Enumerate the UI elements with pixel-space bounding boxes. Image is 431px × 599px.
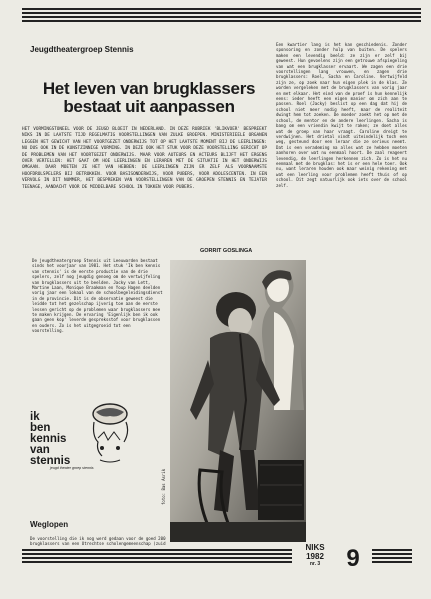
- photo-credit: foto: Bas Asrik: [161, 468, 166, 505]
- top-rule-stripes: [0, 4, 431, 26]
- article-headline: Het leven van brugklassers bestaat uit aanpassen: [42, 79, 256, 116]
- logo-line: van: [30, 444, 50, 456]
- logo-line: ben: [30, 422, 51, 434]
- logo-line: ik: [30, 411, 40, 423]
- masthead-box: [296, 543, 334, 577]
- magazine-name: NIKS: [305, 543, 325, 552]
- stennis-sticker-illustration: [88, 402, 132, 466]
- article-byline: GORRIT GOSLINGA: [200, 248, 253, 254]
- stennis-logo: [30, 412, 90, 467]
- article-kicker: Jeugdtheatergroep Stennis: [30, 45, 134, 54]
- bottom-column-text: De voorstelling die ik nog werd gedaan voor de goed 200 brugklassers van een Utrechtse scholengemeenschap (zuid: [30, 536, 166, 547]
- section-subhead: Weglopen: [30, 520, 69, 529]
- sticker-caption: jeugd theater groep stennis: [50, 466, 94, 470]
- right-column-text: Een kwartier lang is het kan geschiedenis. Zonder sponsoring en zonder hulp van buiten. De spelers maken een levendig beeld: ze zijn er zelf bij geweest. Hun gevoelens zijn een getrouwe afspiegeling van wat een brugklasser ervaart. We zagen een drie voorstellingen lang vrouwen, en zagen drie brugklassers: Roel, Sacha en Caroline. Vertwijfeld zijn ze, op zoek naar hun eigen plek in de klas. Ze worden vergeleken met de brugklassers van vorig jaar en met elkaar. Het eind van de proef is hun kennelijk eens: ieder heeft een eigen manier om zich aan te passen. Roel (Jacky) beslist op een dag dat hij de school niet meer nodig heeft, maar de realiteit dwingt hem tot zoeken. De moeder zoekt het op met de school, de mentor en de andere leerlingen. Sacha is bang om een vriendin kwijt te raken; ze doet alles wat de groep van haar vraagt. Caroline dreigt te verdwijnen. Het drietal vindt uiteindelijk toch een weg, gesteund door een leraar die ze serieus neemt. Dat is een verademing na alles wat ze hebben moeten aanhoren over wat nu eenmaal hoort. De zaal reageert levendig, de leerlingen herkennen zich. Zo is het nu eenmaal met de brugklas: het is er een hele toer. Ook nu, want leraren houden ook maar weinig rekening met wat een leerling voor problemen heeft thuis of op school. Dit zegt natuurlijk ook iets over de school zelf.: [276, 42, 407, 188]
- magazine-year: 1982: [306, 552, 324, 561]
- article-intro: HET VORMINGSTONEEL VOOR DE JEUGD BLOEIT IN NEDERLAND. IN DEZE RUBRIEK 'BLIKVOER' BESPREEKT NIKS IN DE LAATSTE TIJD REGELMATIG VOORSTELLINGEN VAN ZULKE GROEPEN. MINISTERIEELE ORGANEN LEGGEN HET GEWICHT VAN HET VOORTGEZET ONDERWIJS TOT OP HET LAATSTE MOMENT BIJ DE LEERLINGEN: NU DUS OOK IN DE KUNSTZINNIGE VORMING. IN DEZE OOK HET STUK VOOR DEZE VOORSTELLING GERICHT OP DE PROBLEMEN VAN HET VOORTGEZET ONDERWIJS. MAAR VOOR AUTEURS EN ACTEURS BLIJFT HET ERGENS OVER VERTELLEN: HET GAAT OM HOE LEERLINGEN EN LERAREN MET DE SITUATIE IN HET ONDERWIJS OMGAAN. DAAR MOETEN ZE HET VAN HEBBEN: DE LEERLINGEN ZIJN ER ZELF ALS VOORNAAMSTE HOOFDROLSPELERS BIJ BETROKKEN. VOOR BASISONDERWIJS, VOOR PUBERS, VOOR ADOLESCENTEN. IN EEN VERVOLG IN DIT NUMMER, HET BESPREKEN VAN VOORSTELLINGEN VAN DE GROEPEN STENNIS EN TEJATER TEENAGE, AANDACHT VOOR DE MIDDELBARE SCHOOL IN TOKKEN VOOR PUBERS.: [22, 127, 267, 190]
- left-column-text: De jeugdtheatergroep Stennis uit Leeuwarden bestaat sinds het voorjaar van 1981. Het stuk 'Ik ben kennis van stennis' is de eerste productie van de drie spelers, zelf nog jeugdig genoeg om de vertwijfeling van brugklassers uit te beelden. Jacky van Lett, Martine Laan, Monique Braakman en Youp Hagen deelden vorig jaar een lokaal van de schoolbegeleidingsdienst in de provincie. Dit is de observatie geweest die leidde tot het gezelschap ijverig toe aan de eerste lessen gericht op de problemen waar brugklassers mee te maken krijgen. De ervaring 'Eigenlijk ben ik ook gaan geen kop' leverde gespreksstof voor brugklassen en ouders. Zo is het uitgegroeid tot een voorstelling.: [32, 258, 163, 334]
- page-number: 9: [346, 545, 360, 572]
- logo-line: kennis: [30, 433, 67, 445]
- theater-photo: [170, 260, 306, 542]
- magazine-issue: nr. 3: [309, 561, 321, 567]
- logo-line: stennis: [30, 455, 71, 467]
